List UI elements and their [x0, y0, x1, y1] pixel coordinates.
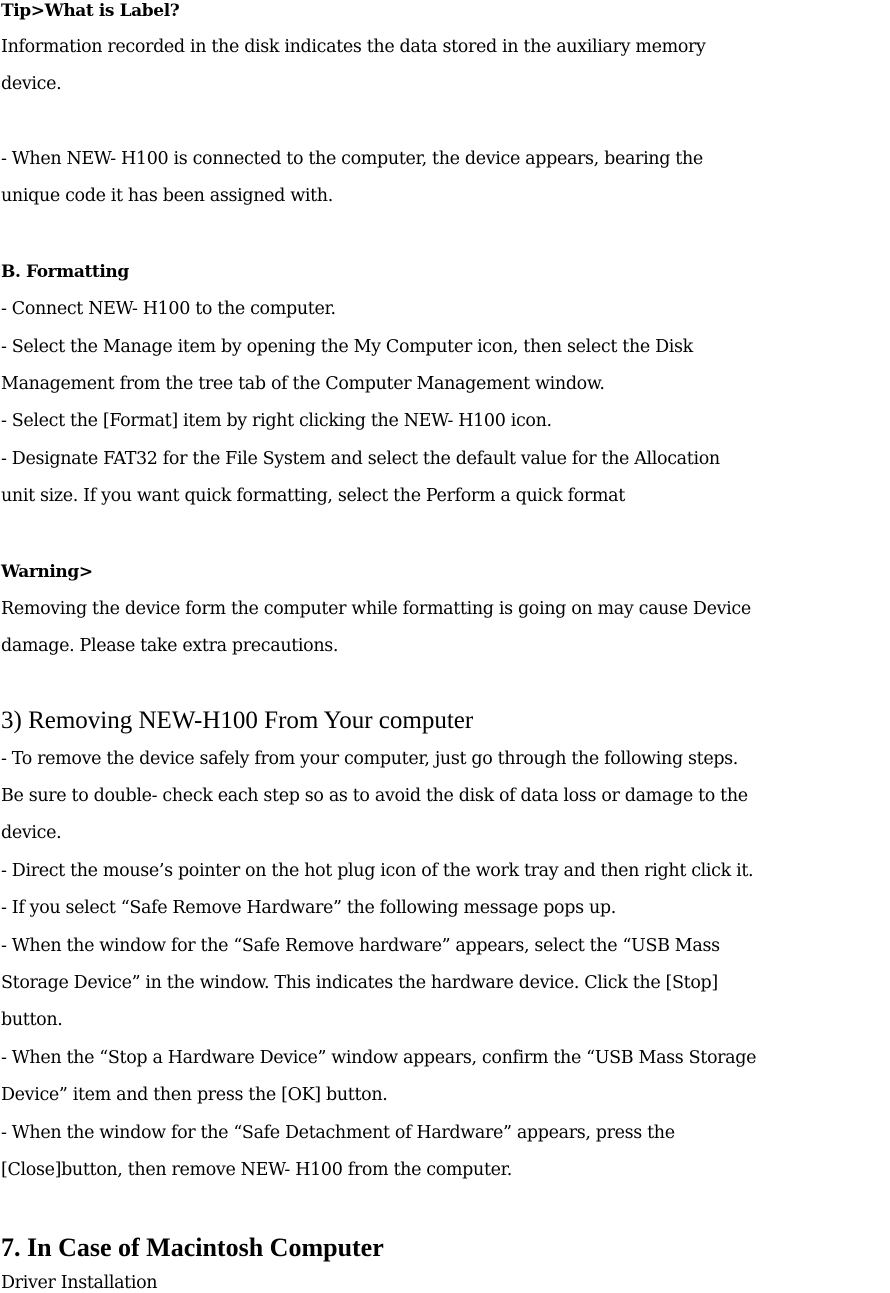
- macintosh-heading: 7. In Case of Macintosh Computer: [1, 1233, 384, 1262]
- warning-line: Removing the device form the computer while formatting is going on may cause Device: [1, 599, 751, 619]
- tip-title: Tip>What is Label?: [1, 1, 180, 21]
- removing-line: [Close]button, then remove NEW- H100 from the computer.: [1, 1160, 512, 1180]
- removing-line: - When the “Stop a Hardware Device” window appears, confirm the “USB Mass Storage: [1, 1048, 757, 1068]
- removing-line: - If you select “Safe Remove Hardware” the following message pops up.: [1, 898, 616, 918]
- removing-line: Be sure to double- check each step so as to avoid the disk of data loss or damage to the: [1, 786, 748, 806]
- tip-line: device.: [1, 74, 62, 94]
- formatting-line: - Connect NEW- H100 to the computer.: [1, 299, 336, 319]
- removing-heading: 3) Removing NEW-H100 From Your computer: [1, 707, 474, 734]
- warning-line: damage. Please take extra precautions.: [1, 636, 339, 656]
- removing-line: - When the window for the “Safe Remove hardware” appears, select the “USB Mass: [1, 936, 720, 956]
- tip-line: Information recorded in the disk indicates the data stored in the auxiliary memory: [1, 37, 706, 57]
- formatting-line: - Select the Manage item by opening the My Computer icon, then select the Disk: [1, 337, 693, 357]
- removing-line: button.: [1, 1010, 63, 1030]
- formatting-line: Management from the tree tab of the Computer Management window.: [1, 374, 605, 394]
- formatting-title: B. Formatting: [1, 262, 129, 282]
- tip-line: unique code it has been assigned with.: [1, 186, 333, 206]
- removing-line: - When the window for the “Safe Detachment of Hardware” appears, press the: [1, 1123, 675, 1143]
- removing-line: device.: [1, 823, 62, 843]
- formatting-line: unit size. If you want quick formatting, select the Perform a quick format: [1, 486, 625, 506]
- tip-line: - When NEW- H100 is connected to the computer, the device appears, bearing the: [1, 149, 703, 169]
- warning-title: Warning>: [1, 562, 93, 582]
- removing-line: - To remove the device safely from your computer, just go through the following steps.: [1, 749, 739, 769]
- macintosh-subtitle: Driver Installation: [1, 1273, 158, 1293]
- formatting-line: - Designate FAT32 for the File System and select the default value for the Allocation: [1, 449, 720, 469]
- removing-line: - Direct the mouse’s pointer on the hot plug icon of the work tray and then right click it.: [1, 861, 754, 881]
- removing-line: Device” item and then press the [OK] button.: [1, 1085, 388, 1105]
- formatting-line: - Select the [Format] item by right clicking the NEW- H100 icon.: [1, 411, 552, 431]
- removing-line: Storage Device” in the window. This indicates the hardware device. Click the [Stop]: [1, 973, 718, 993]
